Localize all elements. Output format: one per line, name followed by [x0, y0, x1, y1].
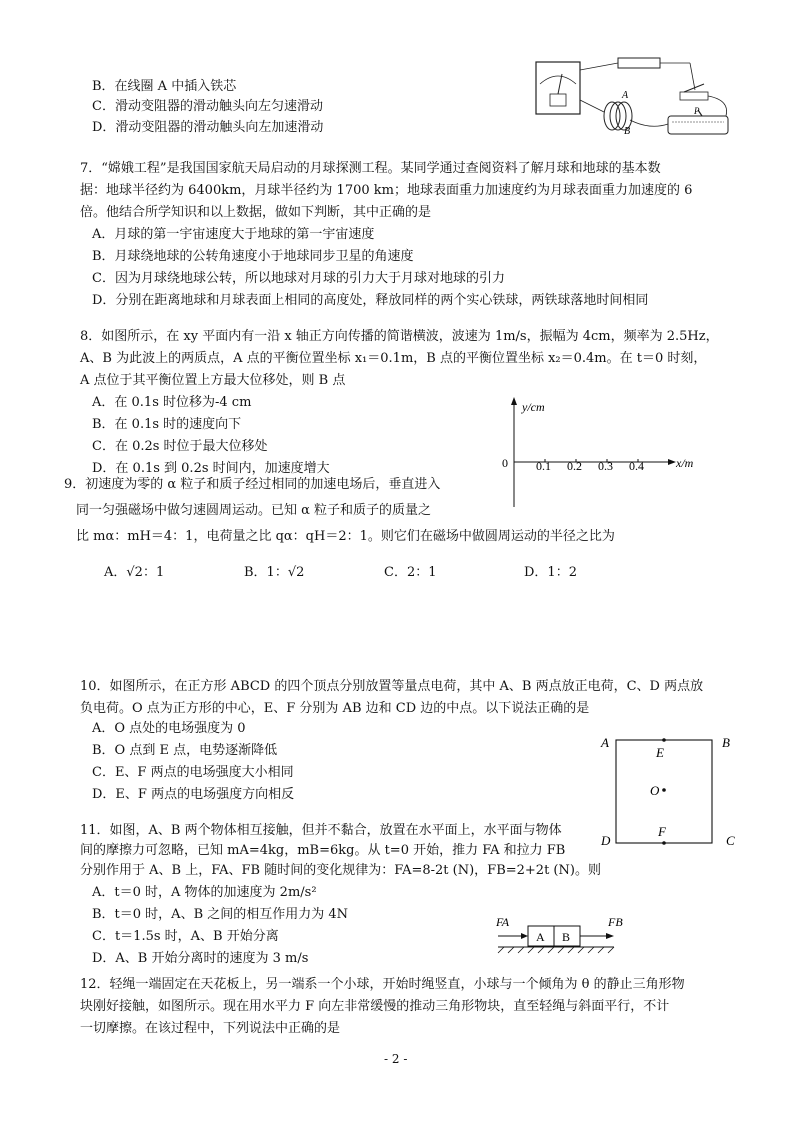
x-tick-label: 0.4 — [629, 459, 644, 473]
vertex-d-label: D — [601, 833, 611, 848]
q8-wave-graph — [498, 395, 708, 510]
wire — [690, 63, 695, 90]
q9-stem-line-1: 9．初速度为零的 α 粒子和质子经过相同的加速电场后，垂直进入 — [64, 477, 441, 492]
y-axis-arrow — [511, 397, 517, 405]
x-tick-label: 0.3 — [598, 459, 613, 473]
q8-option-d: D．在 0.1s 到 0.2s 时间内，加速度增大 — [92, 461, 330, 476]
q11-stem-line-2: 间的摩擦力可忽略，已知 mA=4kg，mB=6kg。从 t=0 开始，推力 FA 和拉力 FB — [80, 843, 566, 858]
q11-option-d: D．A、B 开始分离时的速度为 3 m/s — [92, 951, 309, 966]
q6-option-d: D．滑动变阻器的滑动触头向左加速滑动 — [92, 120, 324, 135]
point-e — [662, 738, 666, 742]
q7-stem-line-3: 倍。他结合所学知识和以上数据，做如下判断，其中正确的是 — [80, 205, 432, 220]
q11-option-b: B．t＝0 时，A、B 之间的相互作用力为 4N — [92, 907, 349, 922]
q7-option-b: B．月球绕地球的公转角速度小于地球同步卫星的角速度 — [92, 249, 414, 264]
q12-stem-line-1: 12．轻绳一端固定在天花板上，另一端系一个小球，开始时绳竖直，小球与一个倾角为 θ 的静止三角形物 — [80, 977, 685, 992]
x-axis-arrow — [668, 459, 676, 465]
point-e-label: E — [656, 745, 664, 760]
force-fa-arrowhead — [521, 933, 528, 939]
q8-stem-line-2: A、B 为此波上的两质点，A 点的平衡位置坐标 x₁＝0.1m，B 点的平衡位置坐标 x₂＝0.4m。在 t＝0 时刻， — [80, 351, 707, 366]
q7-option-c: C．因为月球绕地球公转，所以地球对月球的引力大于月球对地球的引力 — [92, 271, 505, 286]
q11-stem-line-1: 11．如图，A、B 两个物体相互接触，但并不黏合，放置在水平面上，水平面与物体 — [80, 823, 562, 838]
q10-option-c: C．E、F 两点的电场强度大小相同 — [92, 765, 294, 780]
q7-stem-line-1: 7．“嫦娥工程”是我国国家航天局启动的月球探测工程。某同学通过查阅资料了解月球和地球的基本数 — [80, 161, 661, 176]
block-b-label: B — [562, 930, 571, 944]
q6-option-c: C．滑动变阻器的滑动触头向左匀速滑动 — [92, 99, 323, 114]
vertex-b-label: B — [722, 735, 730, 750]
q12-stem-line-2: 块刚好接触，如图所示。现在用水平力 F 向左非常缓慢的推动三角形物块，直至轻绳与斜面平行，不计 — [80, 999, 670, 1014]
q8-stem-line-3: A 点位于其平衡位置上方最大位移处，则 B 点 — [80, 373, 346, 388]
origin-label: 0 — [502, 456, 508, 470]
x-tick-label: 0.1 — [536, 459, 551, 473]
q9-option-c: C．2：1 — [384, 565, 437, 580]
q10-stem-line-1: 10．如图所示，在正方形 ABCD 的四个顶点分别放置等量点电荷，其中 A、B 两点放正电荷，C、D 两点放 — [80, 679, 704, 694]
point-o — [662, 788, 666, 792]
q11-blocks-figure — [494, 914, 634, 956]
q9-stem-line-3: 比 mα：mH＝4：1，电荷量之比 qα：qH＝2：1。则它们在磁场中做圆周运动的半径之比为 — [76, 529, 615, 544]
q11-stem-line-3: 分别作用于 A、B 上，FA、FB 随时间的变化规律为：FA=8-2t (N)，FB=2+2t (N)。则 — [80, 863, 601, 878]
q10-square-figure — [598, 730, 743, 852]
point-f — [662, 841, 666, 845]
q11-option-c: C．t＝1.5s 时，A、B 开始分离 — [92, 929, 279, 944]
point-f-label: F — [658, 824, 666, 839]
wire — [708, 96, 727, 116]
q8-option-a: A．在 0.1s 时位移为-4 cm — [92, 395, 252, 410]
vertex-a-label: A — [601, 735, 609, 750]
q8-option-b: B．在 0.1s 时的速度向下 — [92, 417, 242, 432]
block-a-label: A — [536, 930, 545, 944]
y-axis-label: y/cm — [522, 400, 545, 414]
vertex-c-label: C — [726, 833, 735, 848]
q10-option-b: B．O 点到 E 点，电势逐渐降低 — [92, 743, 278, 758]
wire — [630, 120, 668, 126]
q9-stem-line-2: 同一匀强磁场中做匀速圆周运动。已知 α 粒子和质子的质量之 — [76, 503, 432, 518]
q7-option-d: D．分别在距离地球和月球表面上相同的高度处，释放同样的两个实心铁球，两铁球落地时间相同 — [92, 293, 649, 308]
q11-option-a: A．t＝0 时，A 物体的加速度为 2m/s² — [92, 885, 317, 900]
q8-option-c: C．在 0.2s 时位于最大位移处 — [92, 439, 268, 454]
label-a: A — [622, 90, 629, 101]
ground-hatching — [498, 947, 614, 953]
q7-option-a: A．月球的第一宇宙速度大于地球的第一宇宙速度 — [92, 227, 375, 242]
q7-stem-line-2: 据：地球半径约为 6400km，月球半径约为 1700 km；地球表面重力加速度约为月球表面重力加速度的 6 — [80, 183, 693, 198]
q8-stem-line-1: 8．如图所示，在 xy 平面内有一沿 x 轴正方向传播的简谐横波，波速为 1m/s，振幅为 4cm，频率为 2.5Hz， — [80, 329, 719, 344]
galvanometer-coil — [550, 94, 566, 106]
x-axis-label: x/m — [676, 456, 694, 470]
q9-option-d: D．1：2 — [524, 565, 577, 580]
galvanometer-needle — [558, 74, 562, 94]
q9-option-a: A．√2：1 — [104, 565, 165, 580]
q6-option-b: B．在线圈 A 中插入铁芯 — [92, 79, 237, 94]
force-fa-label: FA — [496, 915, 510, 929]
wire — [580, 63, 618, 70]
rheostat — [668, 116, 728, 134]
switch — [680, 92, 708, 100]
q9-option-b: B．1：√2 — [244, 565, 305, 580]
force-fb-arrowhead — [606, 933, 614, 939]
wire — [580, 100, 604, 112]
label-b: B — [624, 126, 631, 137]
q6-circuit-figure — [530, 50, 740, 145]
page-number: - 2 - — [384, 1052, 408, 1066]
label-p: P — [694, 106, 700, 116]
q10-option-a: A．O 点处的电场强度为 0 — [92, 721, 246, 736]
q12-stem-line-3: 一切摩擦。在该过程中，下列说法中正确的是 — [80, 1021, 341, 1036]
battery — [618, 58, 660, 68]
point-o-label: O — [650, 783, 660, 798]
q10-option-d: D．E、F 两点的电场强度方向相反 — [92, 787, 295, 802]
q10-stem-line-2: 负电荷。O 点为正方形的中心，E、F 分别为 AB 边和 CD 边的中点。以下说法正确的是 — [80, 701, 590, 716]
galvanometer-scale — [540, 76, 576, 84]
x-tick-label: 0.2 — [567, 459, 582, 473]
force-fb-label: FB — [608, 915, 623, 929]
